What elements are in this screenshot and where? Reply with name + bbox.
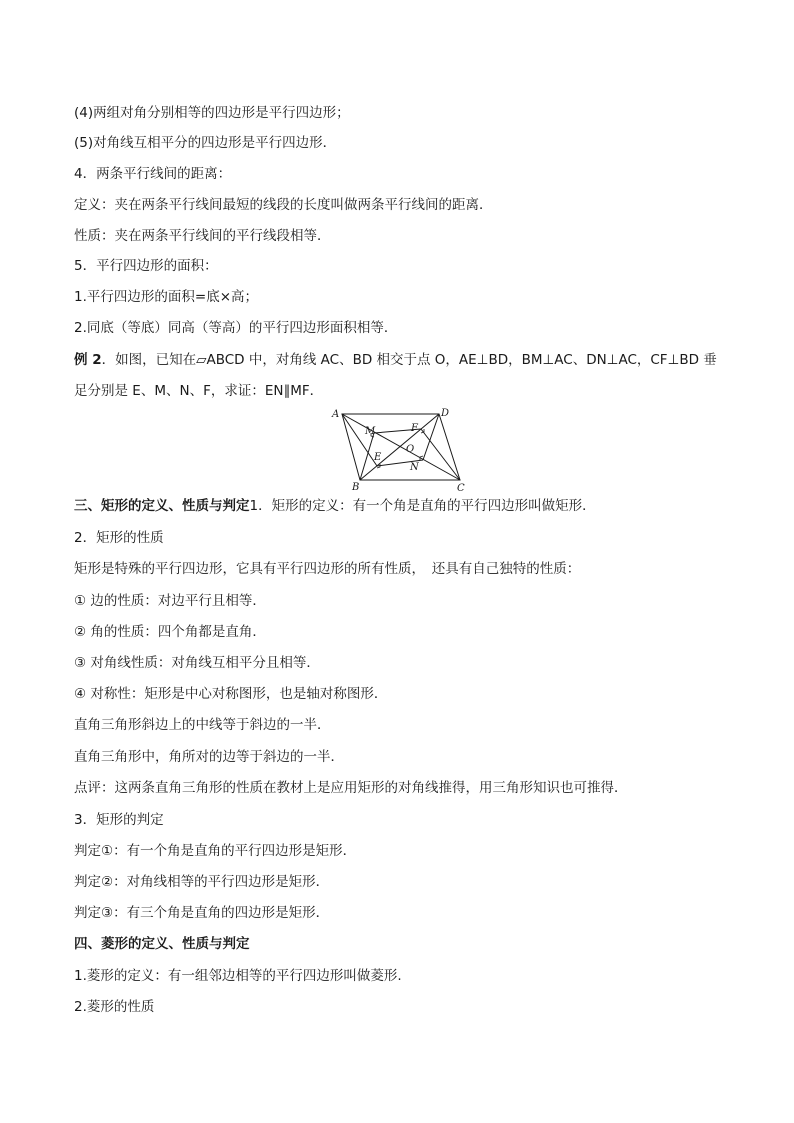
text-line: 性质：夹在两条平行线间的平行线段相等．: [74, 228, 331, 244]
text-line: 定义：夹在两条平行线间最短的线段的长度叫做两条平行线间的距离．: [74, 197, 493, 213]
text-line: 2．矩形的性质: [74, 530, 164, 546]
label-e: E: [374, 452, 382, 463]
text-line: 判定③：有三个角是直角的四边形是矩形．: [74, 905, 330, 921]
example-text: ．如图，已知在▱ABCD 中，对角线 AC、BD 相交于点 O，AE⊥BD，BM⊥AC、DN⊥AC，CF⊥BD 垂: [101, 352, 717, 368]
text-line: 5．平行四边形的面积：: [74, 258, 218, 274]
parallelogram-diagram: [330, 404, 470, 494]
text-line: (4)两组对角分别相等的四边形是平行四边形；: [74, 105, 350, 121]
text-line: 点评：这两条直角三角形的性质在教材上是应用矩形的对角线推得，用三角形知识也可推得．: [74, 780, 628, 796]
text-line: 矩形是特殊的平行四边形，它具有平行四边形的所有性质， 还具有自己独特的性质：: [74, 561, 581, 577]
label-a: A: [332, 409, 340, 420]
text-line: 1.菱形的定义：有一组邻边相等的平行四边形叫做菱形.: [74, 968, 402, 984]
label-c: C: [457, 483, 465, 494]
section-3-line: [74, 497, 596, 515]
section-3-heading: 三、矩形的定义、性质与判定: [74, 498, 250, 514]
label-m: M: [365, 426, 376, 437]
text-line: ④ 对称性：矩形是中心对称图形，也是轴对称图形．: [74, 686, 388, 702]
text-line: 判定②：对角线相等的平行四边形是矩形．: [74, 874, 330, 890]
text-line: 2.菱形的性质: [74, 999, 155, 1015]
example-label: 例 2: [74, 352, 102, 368]
label-b: B: [352, 482, 360, 493]
parallelogram-figure: [330, 404, 470, 494]
example-2-line-2: 足分别是 E、M、N、F，求证：EN∥MF．: [74, 383, 324, 399]
text-line: 1.平行四边形的面积=底×高；: [74, 289, 259, 305]
label-n: N: [410, 462, 419, 473]
segment-bm: [360, 433, 374, 480]
text-line: ② 角的性质：四个角都是直角．: [74, 624, 266, 640]
segment-cf: [421, 429, 460, 480]
text-line: 直角三角形斜边上的中线等于斜边的一半．: [74, 717, 331, 733]
text-line: 直角三角形中，角所对的边等于斜边的一半．: [74, 749, 344, 765]
text-line: 判定①：有一个角是直角的平行四边形是矩形．: [74, 843, 357, 859]
text-line: ③ 对角线性质：对角线互相平分且相等．: [74, 655, 320, 671]
text-line: ① 边的性质：对边平行且相等．: [74, 593, 266, 609]
label-d: D: [441, 408, 450, 419]
text-line: (5)对角线互相平分的四边形是平行四边形．: [74, 135, 337, 151]
text-line: 3．矩形的判定: [74, 812, 164, 828]
example-2-line-1: [74, 351, 717, 369]
text-line: 2.同底（等底）同高（等高）的平行四边形面积相等．: [74, 320, 398, 336]
text-line: 4．两条平行线间的距离：: [74, 166, 232, 182]
label-f: F: [411, 423, 418, 434]
rectangle-definition: 1．矩形的定义：有一个角是直角的平行四边形叫做矩形．: [249, 498, 596, 514]
label-o: O: [406, 444, 415, 455]
section-4-heading: 四、菱形的定义、性质与判定: [74, 936, 250, 952]
